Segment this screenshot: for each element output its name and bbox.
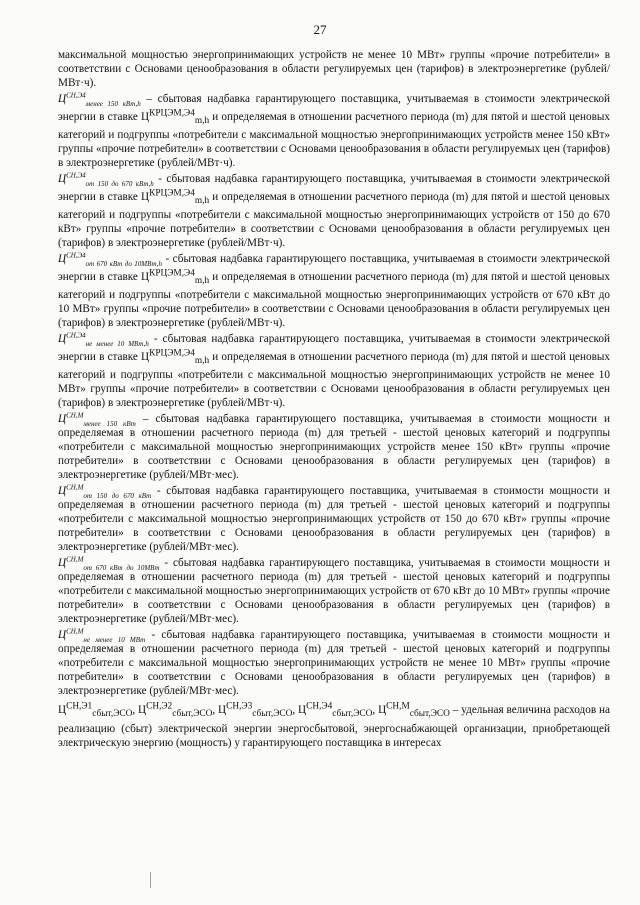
formula-symbol: $Ц^{СН,Э4}_{от 150 до 670 кВт,h}$ — [58, 170, 154, 188]
paragraph-text: $Ц^{СН,Э1}_{сбыт,ЭСО}$, $Ц^{СН,Э2}_{сбыт,ЭСО}$, $Ц^{СН,Э3}_{сбыт,ЭСО}$, $Ц^{СН,Э4}_{сбыт,ЭСО}$, $Ц^{СН,М}_{сбыт,ЭСО}$ – удельная величина расходов на реализацию (сбыт) электрической энергии энергосбытовой, энергоснабжающей организации, приобретающей электрическую энергию (мощность) у гарантирующего поставщика в интересах — [58, 701, 610, 749]
paragraph — [58, 628, 610, 699]
paragraph-text: - сбытовая надбавка гарантирующего поставщика, учитываемая в стоимости электрической энергии в ставке $Ц^{КРЦЭМ,Э4}_{m,h}$ и определяемая в отношении расчетного периода (m) для пятой и шестой ценовых категорий и подгруппы «потребители с максимальной мощностью энергопринимающих устройств не менее 10 МВт» группы «прочие потребители» в соответствии с Основами ценообразования в области регулируемых цен (тарифов) в электроэнергетике (рублей/МВт·ч). — [58, 332, 610, 410]
paragraph-text: – сбытовая надбавка гарантирующего поставщика, учитываемая в стоимости электрической энергии в ставке $Ц^{КРЦЭМ,Э4}_{m,h}$ и определяемая в отношении расчетного периода (m) для пятой и шестой ценовых категорий и подгруппы «потребители с максимальной мощностью энергопринимающих устройств менее 150 кВт» группы «прочие потребители» в соответствии с Основами ценообразования в области регулируемых цен (тарифов) в электроэнергетике (рублей/МВт·ч). — [58, 92, 610, 170]
paragraph-text: - сбытовая надбавка гарантирующего поставщика, учитываемая в стоимости электрической энергии в ставке $Ц^{КРЦЭМ,Э4}_{m,h}$ и определяемая в отношении расчетного периода (m) для пятой и шестой ценовых категорий и подгруппы «потребители с максимальной мощностью энергопринимающих устройств от 150 до 670 кВт» группы «прочие потребители» в соответствии с Основами ценообразования в области регулируемых цен (тарифов) в электроэнергетике (рублей/МВт·ч). — [58, 172, 610, 250]
paragraph-text: - сбытовая надбавка гарантирующего поставщика, учитываемая в стоимости мощности и определяемая в отношении расчетного периода (m) для третьей - шестой ценовых категорий и подгруппы «потребители с максимальной мощностью энергопринимающих устройств от 150 до 670 кВт» группы «прочие потребители» в соответствии с Основами ценообразования в области регулируемых цен (тарифов) в электроэнергетике (рублей/МВт·мес). — [58, 484, 610, 554]
formula-symbol: $Ц^{СН,Э4}_{от 670 кВт до 10МВт,h}$ — [58, 250, 162, 268]
paragraph — [58, 252, 610, 331]
scan-mark — [150, 872, 151, 888]
paragraph — [58, 92, 610, 171]
paragraph — [58, 332, 610, 411]
page-number: 27 — [313, 22, 327, 37]
formula-symbol: $Ц^{СН,Э4}_{менее 150 кВт,h}$ — [58, 90, 141, 108]
paragraph-text: – сбытовая надбавка гарантирующего поставщика, учитываемая в стоимости мощности и определяемая в отношении расчетного периода (m) для третьей - шестой ценовых категорий и подгруппы «потребители с максимальной мощностью энергопринимающих устройств менее 150 кВт» группы «прочие потребители» в соответствии с Основами ценообразования в области регулируемых цен (тарифов) в электроэнергетике (рублей/МВт·мес). — [58, 412, 611, 482]
paragraph — [58, 172, 610, 251]
paragraph — [58, 700, 610, 751]
paragraph — [58, 412, 610, 483]
paragraph-text: - сбытовая надбавка гарантирующего поставщика, учитываемая в стоимости электрической энергии в ставке $Ц^{КРЦЭМ,Э4}_{m,h}$ и определяемая в отношении расчетного периода (m) для пятой и шестой ценовых категорий и подгруппы «потребители с максимальной мощностью энергопринимающих устройств от 670 кВт до 10 МВт» группы «прочие потребители» в соответствии с Основами ценообразования в области регулируемых цен (тарифов) в электроэнергетике (рублей/МВт·ч). — [58, 252, 610, 330]
formula-symbol: $Ц^{СН,М}_{от 150 до 670 кВт}$ — [58, 482, 152, 500]
paragraph — [58, 484, 610, 555]
paragraph — [58, 556, 610, 627]
formula-symbol: $Ц^{СН,Э4}_{не менее 10 МВт,h}$ — [58, 330, 149, 348]
paragraph-text: максимальной мощностью энергопринимающих устройств не менее 10 МВт» группы «прочие потребители» в соответствии с Основами ценообразования в области регулируемых цен (тарифов) в электроэнергетике (рублей/МВт·ч). — [58, 49, 610, 90]
paragraph-text: - сбытовая надбавка гарантирующего поставщика, учитываемая в стоимости мощности и определяемая в отношении расчетного периода (m) для третьей - шестой ценовых категорий и подгруппы «потребители с максимальной мощностью энергопринимающих устройств не менее 10 МВт» группы «прочие потребители» в соответствии с Основами ценообразования в области регулируемых цен (тарифов) в электроэнергетике (рублей/МВт·мес). — [58, 628, 611, 698]
formula-symbol: $Ц^{СН,М}_{не менее 10 МВт}$ — [58, 626, 146, 644]
document-body — [58, 48, 610, 751]
paragraph-text: - сбытовая надбавка гарантирующего поставщика, учитываемая в стоимости мощности и определяемая в отношении расчетного периода (m) для третьей - шестой ценовых категорий и подгруппы «потребители с максимальной мощностью энергопринимающих устройств от 670 кВт до 10 МВт» группы «прочие потребители» в соответствии с Основами ценообразования в области регулируемых цен (тарифов) в электроэнергетике (рублей/МВт·мес). — [58, 556, 610, 626]
formula-symbol: $Ц^{СН,М}_{от 670 кВт до 10МВт}$ — [58, 554, 160, 572]
paragraph — [58, 48, 610, 91]
formula-symbol: $Ц^{СН,М}_{менее 150 кВт}$ — [58, 410, 136, 428]
